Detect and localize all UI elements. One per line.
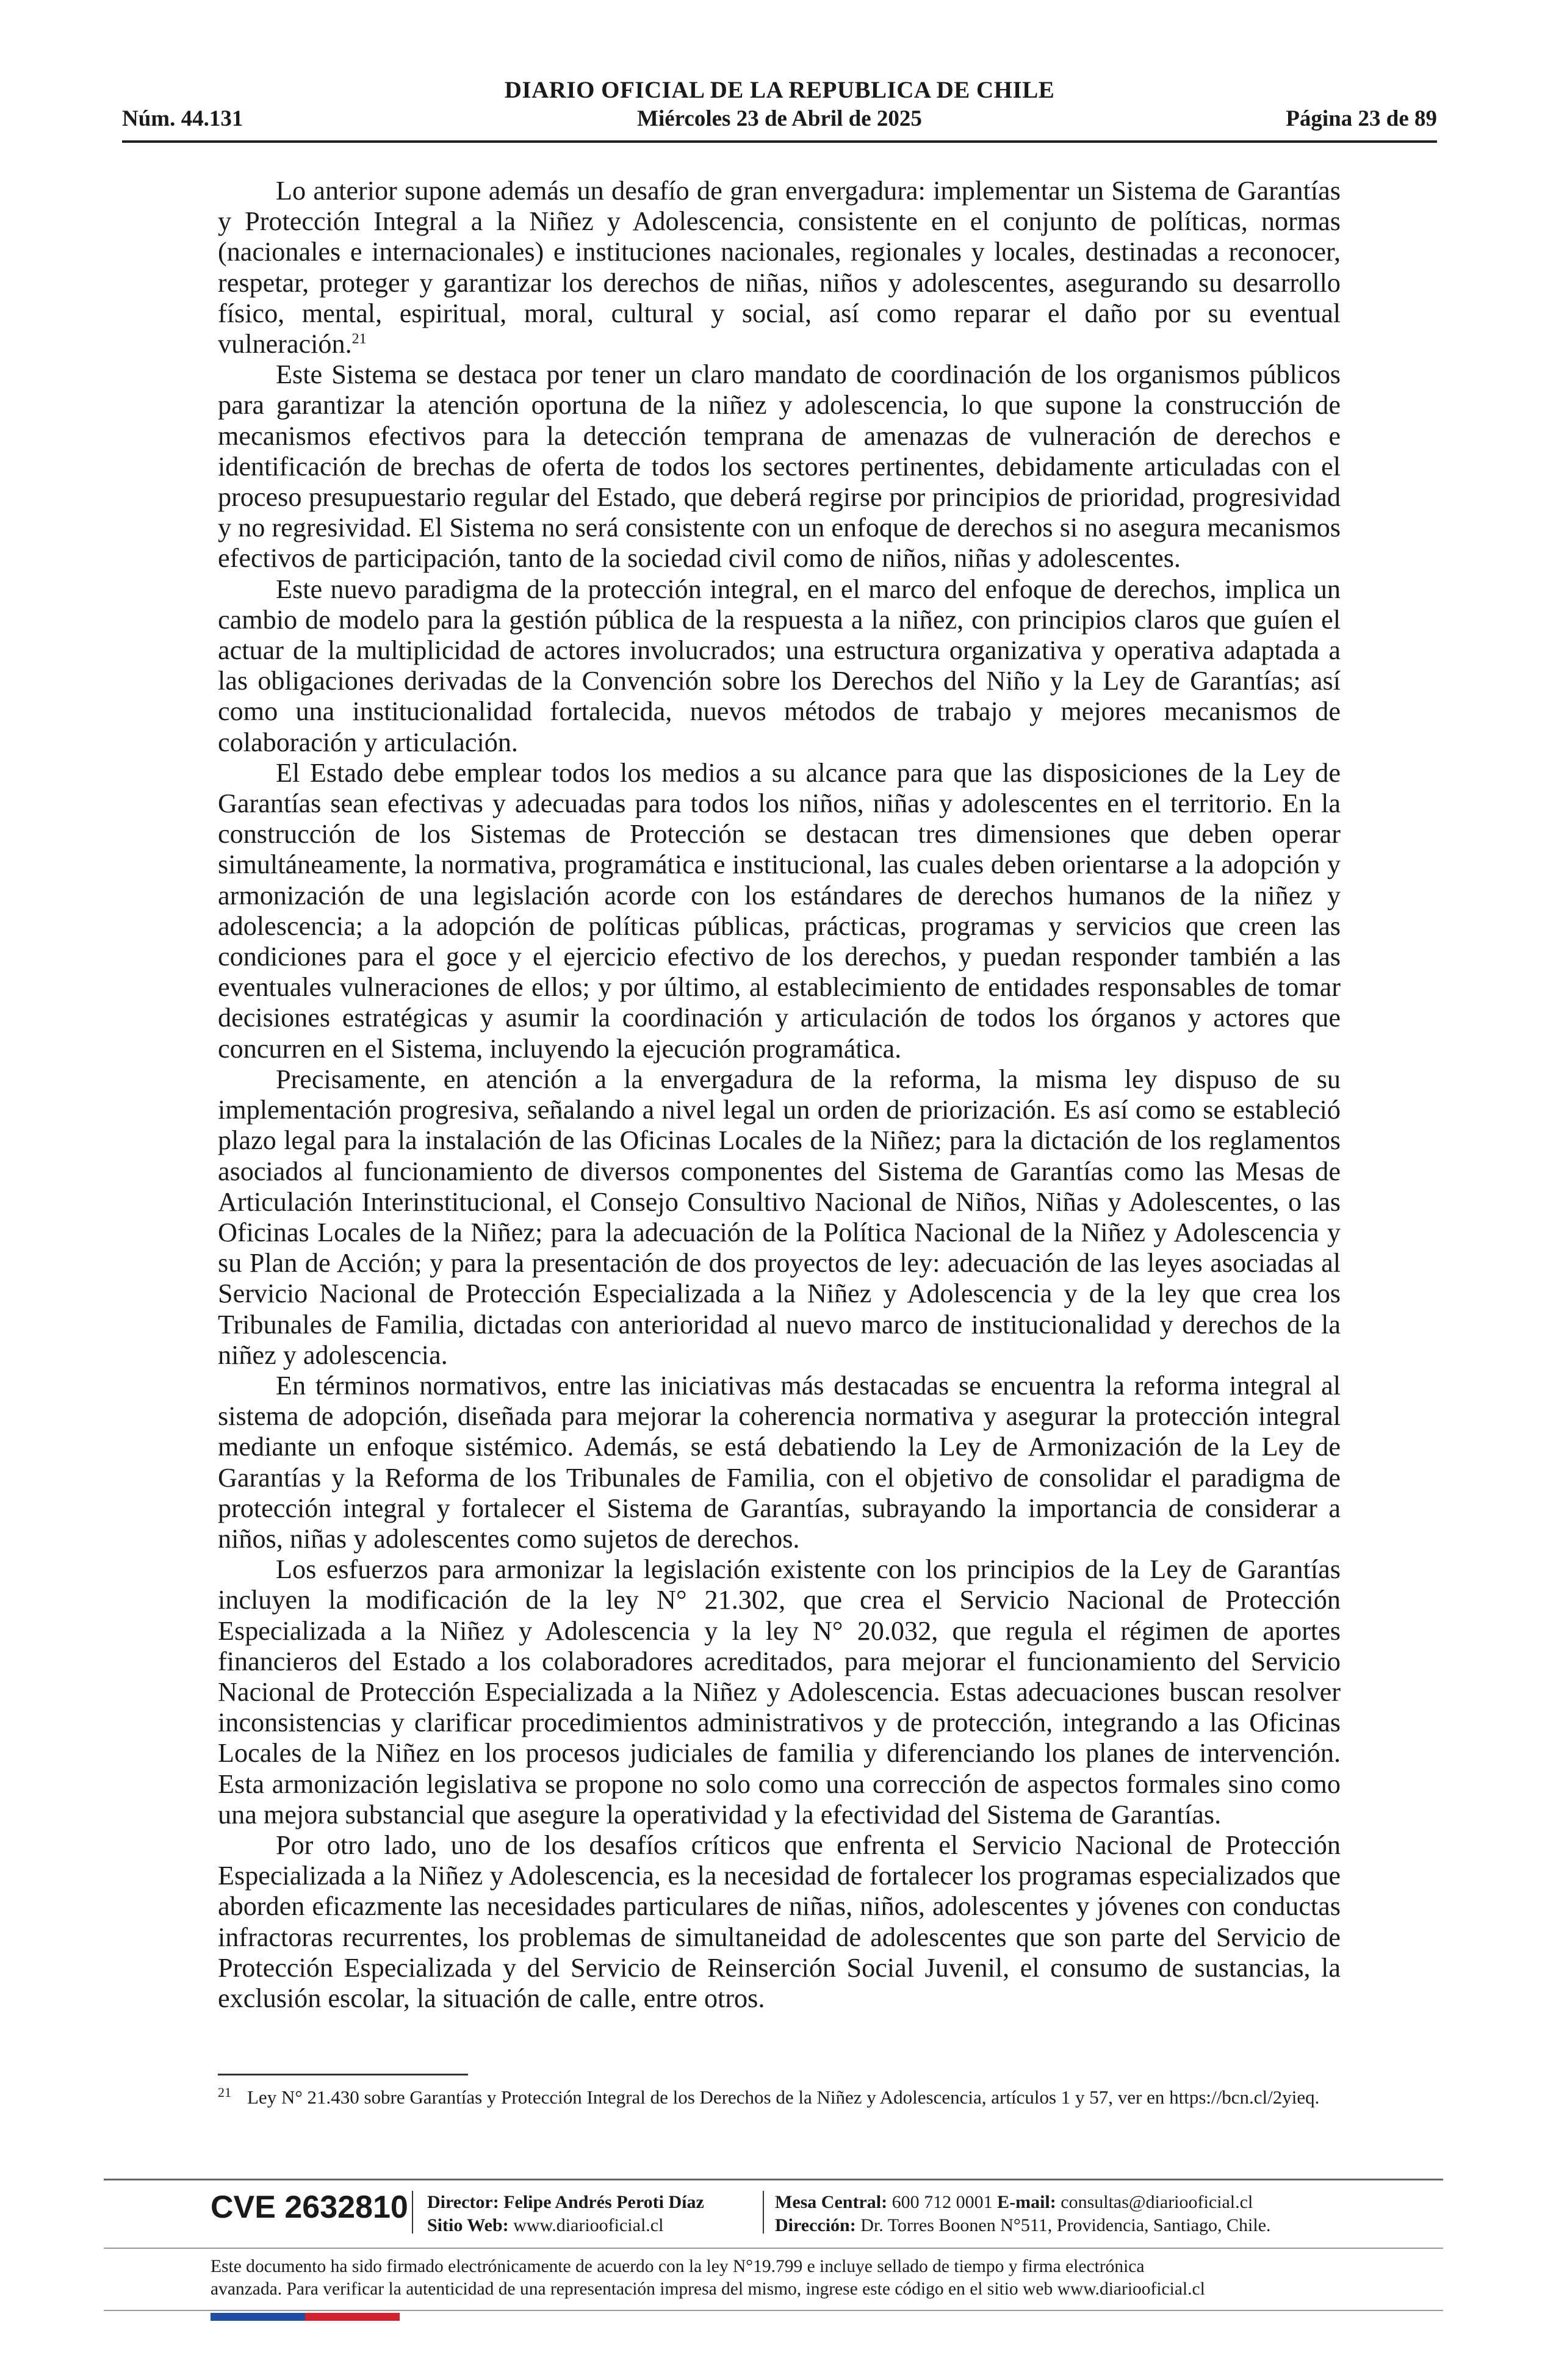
paragraph-1	[218, 176, 1341, 359]
address-value: Dr. Torres Boonen N°511, Providencia, Santiago, Chile.	[860, 2215, 1271, 2235]
flag-stripe	[211, 2313, 400, 2321]
page-indicator: Página 23 de 89	[1286, 106, 1437, 131]
director-label: Director:	[427, 2192, 499, 2212]
footnote-text: Ley N° 21.430 sobre Garantías y Protección Integral de los Derechos de la Niñez y Adolescencia, artículos 1 y 57, ver en https://bcn.cl/2yieq.	[247, 2086, 1320, 2108]
article-body	[218, 176, 1341, 2014]
footer-divider-middle	[104, 2248, 1443, 2249]
paragraph-6: En términos normativos, entre las iniciativas más destacadas se encuentra la reforma integral al sistema de adopción, diseñada para mejorar la coherencia normativa y asegurar la protección integral mediante un enfoque sistémico. Además, se está debatiendo la Ley de Armonización de la Ley de Garantías y la Reforma de los Tribunales de Familia, con el objetivo de consolidar el paradigma de protección integral y fortalecer el Sistema de Garantías, subrayando la importancia de considerar a niños, niñas y adolescentes como sujetos de derechos.	[218, 1370, 1341, 1554]
publication-title: DIARIO OFICIAL DE LA REPUBLICA DE CHILE	[504, 77, 1055, 103]
phone-value: 600 712 0001	[891, 2192, 993, 2212]
issue-number: Núm. 44.131	[122, 106, 243, 131]
page-header	[122, 76, 1437, 143]
web-label: Sitio Web:	[427, 2215, 509, 2235]
footer-separator	[763, 2191, 764, 2234]
footer-divider-top	[104, 2179, 1443, 2180]
flag-blue-band	[211, 2313, 305, 2321]
signature-line: Este documento ha sido firmado electrónicamente de acuerdo con la ley N°19.799 e incluye sellado de tiempo y firma electrónica	[211, 2257, 1145, 2276]
director-name: Felipe Andrés Peroti Díaz	[503, 2192, 704, 2212]
phone-label: Mesa Central:	[775, 2192, 888, 2212]
web-link[interactable]: www.diariooficial.cl	[513, 2215, 664, 2235]
flag-red-band	[305, 2313, 400, 2321]
footer-separator	[412, 2191, 413, 2234]
paragraph-7: Los esfuerzos para armonizar la legislación existente con los principios de la Ley de Garantías incluyen la modificación de la ley N° 21.302, que crea el Servicio Nacional de Protección Especializada a la Niñez y Adolescencia y la ley N° 20.032, que regula el régimen de aportes financieros del Estado a los colaboradores acreditados, para mejorar el funcionamiento del Servicio Nacional de Protección Especializada a la Niñez y Adolescencia. Estas adecuaciones buscan resolver inconsistencias y clarificar procedimientos administrativos y de protección, integrando a las Oficinas Locales de la Niñez en los procesos judiciales de familia y diferenciando los planes de intervención. Esta armonización legislativa se propone no solo como una corrección de aspectos formales sino como una mejora substancial que asegure la operatividad y la efectividad del Sistema de Garantías.	[218, 1554, 1341, 1830]
header-divider	[122, 140, 1437, 143]
footnote	[218, 2084, 1341, 2110]
cve-code: CVE 2632810	[211, 2190, 408, 2225]
paragraph-text: Lo anterior supone además un desafío de gran envergadura: implementar un Sistema de Garantías y Protección Integral a la Niñez y Adolescencia, consistente en el conjunto de políticas, normas (nacionales e internacionales) e instituciones nacionales, regionales y locales, destinadas a reconocer, respetar, proteger y garantizar los derechos de niñas, niños y adolescentes, asegurando su desarrollo físico, mental, espiritual, moral, cultural y social, así como reparar el daño por su eventual vulneración.	[218, 176, 1341, 359]
paragraph-8: Por otro lado, uno de los desafíos críticos que enfrenta el Servicio Nacional de Protección Especializada a la Niñez y Adolescencia, es la necesidad de fortalecer los programas especializados que aborden eficazmente las necesidades particulares de niñas, niños, adolescentes y jóvenes con conductas infractoras recurrentes, los problemas de simultaneidad de adolescentes que son parte del Servicio de Protección Especializada y del Servicio de Reinserción Social Juvenil, el consumo de sustancias, la exclusión escolar, la situación de calle, entre otros.	[218, 1830, 1341, 2013]
address-label: Dirección:	[775, 2215, 856, 2235]
signature-line: avanzada. Para verificar la autenticidad de una representación impresa del mismo, ingrese este código en el sitio web www.diariooficial.cl	[211, 2279, 1205, 2299]
signature-notice	[211, 2256, 1345, 2301]
footnote-divider	[218, 2074, 468, 2075]
email-label: E-mail:	[997, 2192, 1056, 2212]
paragraph-2: Este Sistema se destaca por tener un claro mandato de coordinación de los organismos públicos para garantizar la atención oportuna de la niñez y adolescencia, lo que supone la construcción de mecanismos efectivos para la detección temprana de amenazas de vulneración de derechos e identificación de brechas de oferta de todos los sectores pertinentes, debidamente articuladas con el proceso presupuestario regular del Estado, que deberá regirse por principios de prioridad, progresividad y no regresividad. El Sistema no será consistente con un enfoque de derechos si no asegura mecanismos efectivos de participación, tanto de la sociedad civil como de niños, niñas y adolescentes.	[218, 359, 1341, 574]
footnote-mark: 21	[218, 2084, 231, 2100]
footer-divider-bottom	[104, 2310, 1443, 2311]
footer-contact-block	[775, 2191, 1271, 2237]
email-link[interactable]: consultas@diariooficial.cl	[1061, 2192, 1253, 2212]
issue-date: Miércoles 23 de Abril de 2025	[637, 106, 922, 131]
footnote-reference[interactable]: 21	[351, 331, 367, 347]
paragraph-5: Precisamente, en atención a la envergadura de la reforma, la misma ley dispuso de su implementación progresiva, señalando a nivel legal un orden de priorización. Es así como se estableció plazo legal para la instalación de las Oficinas Locales de la Niñez; para la dictación de los reglamentos asociados al funcionamiento de diversos componentes del Sistema de Garantías como las Mesas de Articulación Interinstitucional, el Consejo Consultivo Nacional de Niños, Niñas y Adolescentes, o las Oficinas Locales de la Niñez; para la adecuación de la Política Nacional de la Niñez y Adolescencia y su Plan de Acción; y para la presentación de dos proyectos de ley: adecuación de las leyes asociadas al Servicio Nacional de Protección Especializada a la Niñez y Adolescencia y de la ley que crea los Tribunales de Familia, dictadas con anterioridad al nuevo marco de institucionalidad y derechos de la niñez y adolescencia.	[218, 1064, 1341, 1370]
footer-director-block	[427, 2191, 704, 2237]
paragraph-3: Este nuevo paradigma de la protección integral, en el marco del enfoque de derechos, implica un cambio de modelo para la gestión pública de la respuesta a la niñez, con principios claros que guíen el actuar de la multiplicidad de actores involucrados; una estructura organizativa y operativa adaptada a las obligaciones derivadas de la Convención sobre los Derechos del Niño y la Ley de Garantías; así como una institucionalidad fortalecida, nuevos métodos de trabajo y mejores mecanismos de colaboración y articulación.	[218, 574, 1341, 757]
paragraph-4: El Estado debe emplear todos los medios a su alcance para que las disposiciones de la Ley de Garantías sean efectivas y adecuadas para todos los niños, niñas y adolescentes en el territorio. En la construcción de los Sistemas de Protección se destacan tres dimensiones que deben operar simultáneamente, la normativa, programática e institucional, las cuales deben orientarse a la adopción y armonización de una legislación acorde con los estándares de derechos humanos de la niñez y adolescencia; a la adopción de políticas públicas, prácticas, programas y servicios que creen las condiciones para el goce y el ejercicio efectivo de los derechos, y puedan responder también a las eventuales vulneraciones de ellos; y por último, al establecimiento de entidades responsables de tomar decisiones estratégicas y asumir la coordinación y articulación de todos los órganos y actores que concurren en el Sistema, incluyendo la ejecución programática.	[218, 757, 1341, 1064]
